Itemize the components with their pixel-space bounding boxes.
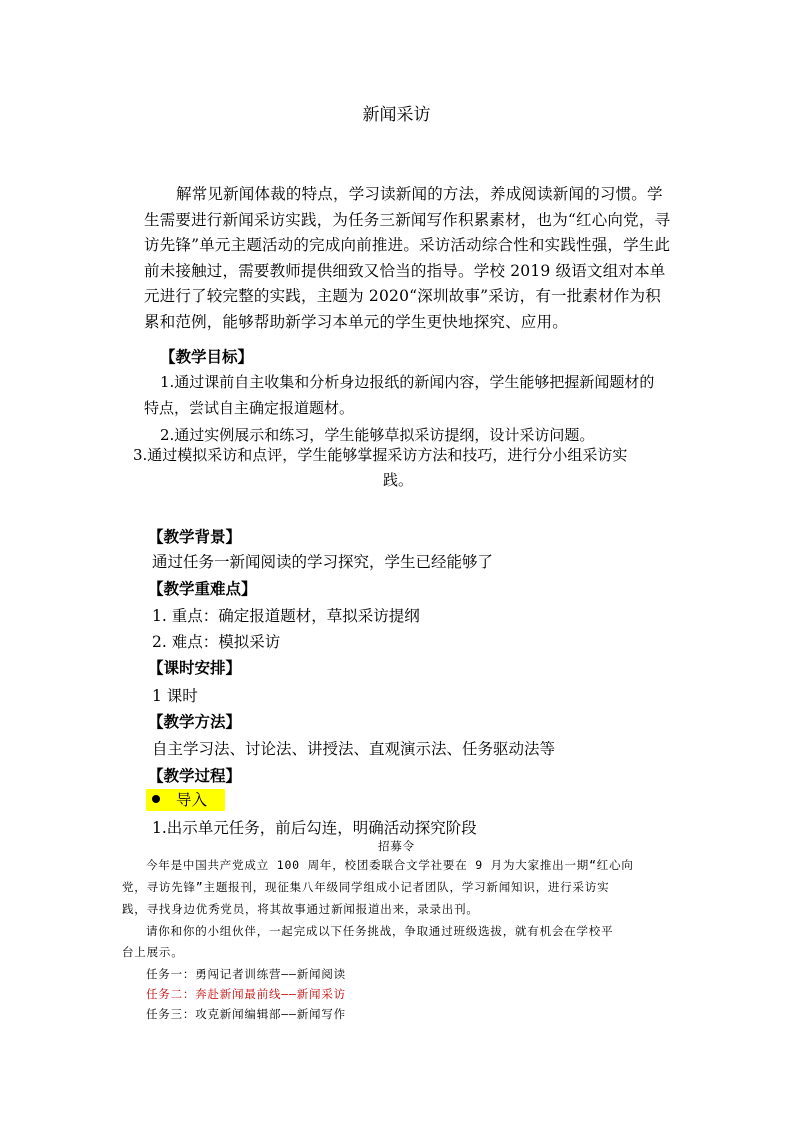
notice-paragraph-1-line-1: 今年是中国共产党成立 100 周年，校团委联合文学社要在 9 月为大家推出一期“红心向	[146, 858, 634, 872]
goal-1-line-1: 1.通过课前自主收集和分析身边报纸的新闻内容，学生能够把握新闻题材的	[160, 373, 655, 391]
goal-1-line-2: 特点，尝试自主确定报道题材。	[144, 399, 355, 417]
goals-heading: 【教学目标】	[160, 347, 254, 366]
bullet-label: 导入	[176, 791, 208, 809]
notice-paragraph-1-line-3: 践，寻找身边优秀党员，将其故事通过新闻报道出来，录录出刊。	[122, 902, 479, 916]
notice-paragraph-2-line-2: 台上展示。	[122, 945, 184, 959]
task-1: 任务一：勇闯记者训练营——新闻阅读	[146, 967, 346, 981]
notice-title: 招募令	[378, 839, 415, 853]
intro-bullet	[146, 789, 225, 811]
page-title: 新闻采访	[362, 105, 431, 125]
step-1: 1.出示单元任务，前后勾连，明确活动探究阶段	[152, 819, 477, 837]
intro-paragraph: 解常见新闻体裁的特点，学习读新闻的方法，养成阅读新闻的习惯。学生需要进行新闻采访实践，为任务三新闻写作积累素材，也为“红心向党，寻访先锋”单元主题活动的完成向前推进。采访活动综合性和实践性强，学生此前未接触过，需要教师提供细致又恰当的指导。学校 2019 级语文组对本单元进行了较完整的实践，主题为 2020“深圳故事”采访，有一批素材作为积累和范例，能够帮助新学习本单元的学生更快地探究、应用。	[144, 185, 671, 331]
background-text: 通过任务一新闻阅读的学习探究，学生已经能够了	[152, 553, 494, 571]
schedule-heading: 【课时安排】	[148, 658, 242, 677]
key-point-1: 1. 重点：确定报道题材，草拟采访提纲	[152, 607, 420, 625]
key-points-heading: 【教学重难点】	[148, 579, 257, 598]
goal-3-line-1: 3.通过模拟采访和点评，学生能够掌握采访方法和技巧，进行分小组采访实	[133, 446, 628, 464]
notice-paragraph-2-line-1: 请你和你的小组伙伴，一起完成以下任务挑战，争取通过班级选拔，就有机会在学校平	[146, 924, 614, 938]
key-point-2: 2. 难点：模拟采访	[152, 633, 281, 651]
process-heading: 【教学过程】	[148, 766, 242, 785]
goal-3-line-2: 践。	[383, 471, 414, 489]
schedule-text: 1 课时	[152, 687, 198, 705]
methods-text: 自主学习法、讨论法、讲授法、直观演示法、任务驱动法等	[152, 740, 556, 758]
methods-heading: 【教学方法】	[148, 712, 242, 731]
notice-paragraph-1-line-2: 党，寻访先锋”主题报刊，现征集八年级同学组成小记者团队，学习新闻知识，进行采访实	[122, 880, 610, 894]
bullet-dot-icon	[152, 795, 160, 803]
task-3: 任务三：攻克新闻编辑部——新闻写作	[146, 1007, 346, 1021]
goal-2: 2.通过实例展示和练习，学生能够草拟采访提纲，设计采访问题。	[160, 426, 595, 444]
task-2: 任务二：奔赴新闻最前线——新闻采访	[146, 987, 346, 1001]
background-heading: 【教学背景】	[148, 527, 242, 546]
